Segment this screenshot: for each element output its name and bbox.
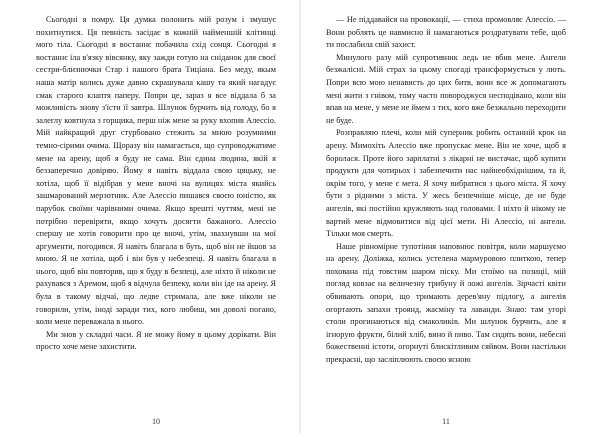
left-page-number: 10 <box>152 417 160 426</box>
right-page <box>326 14 566 409</box>
right-paragraph-1: — Не піддавайся на провокації, — стиха промовляє Алессіо. — Вони роблять це навмисно й намагаються роздратувати тебе, щоб ти послабила свій захист. <box>326 15 566 50</box>
right-page-number: 11 <box>442 417 450 426</box>
right-paragraph-2: Минулого разу мій супротивник ледь не вбив мене. Ангели безжалісні. Мій страх за цьому спогаді трансформується у лють. Попри всю мою ненависть до цих битв, вони все ж допомагають мені жити з гнівом, тому часто повороджуся несподівано, коли він впав на мене, у мене не ймем з тих, кого вже безжально переходити не буде. <box>326 52 566 125</box>
left-paragraph-2: Ми знов у складні часи. Я не можу йому в цьому дорікати. Він просто хоче мене захистити. <box>36 329 276 352</box>
right-paragraph-4: Наше рівномірне тупотіння наповнює повітря, коли маршуємо на арену. Доліжка, колись устелена мармуровою плиткою, тепер похована під товстим шаром піску. Ми стоїмо на позиції, мій погляд ковзає на величезну трибуну й ложі ангелів. Зірчасті квіти обвивають опори, що тримають дерев'яну підлогу, а ангелів огортають запахи троянд, жасміну та лаванди. Знаю: там угорі столи прогинаються від смаколиків. Ми шлунок бурчить, але я ігнорую фрукти, білий хліб, вино й пиво. Там сидять вони, небесні божественні істоти, огорнуті блискітливим сяйвом. Вони настільки прекрасні, що засліплюють своєю ясною <box>326 241 566 365</box>
right-paragraph-3: Розправляю плечі, коли мій суперник робить останній крок на арену. Мимохіть Алессіо вже пропускає мене. Він не хоче, щоб я боролася. Проте його зарплатні з лікарні не вистачає, щоб купити продукти для чотирьох і забезпечити нас найнеобхіднішим, та й, окрім того, у мене є мета. Я хочу вибратися з цього міста. Я хочу бути з рідними з міста. У жесь безпечніше місце, де не буде ангелів, які постійно кружляють над головами. І ніхто й нікому не вартий мене відмовитися від цієї мети. Ні Алессіо, ні ангели. Тільки моя смерть. <box>326 128 566 239</box>
left-paragraph-1: Сьогодні я помру. Ця думка полонить мій розум і змушує похитнутися. Ця певність засідає в кожній найменшій клітинці мого тіла. Сьогодні я востаннє побачила схід сонця. Сьогодні я востаннє їла в'язку вівсянку, яку зажди готую на сніданок для своєї сестри-близнючки Стар і нашого брата Тиціана. Без меду, якым наша матір колись дуже давно скрашувала кашу та який нагадує смак старого клаптя паперу. Попри це, зараз я все віддала б за можливість знову з'їсти її завтра. Шлунок бурчить від голоду, бо я залеглу ковтнула з горщика, перш ніж мене за руку вхопив Алессіо. Мій найкращий друг стурбовано стежить за мною розумними темно-сірими очима. Щоразу він намагається, що супроводжатиме мене на арену, щоб я буду не сама. Він єдина людина, якій я беззаперечно довіряю. Йому я навіть віддала свою цяцьку, не хотіла, щоб її відібрав у мене вночі на вулицях міста якийсь зашмарований мерзотник. Але Алессіо пишався своєю юністю, як парубок своїми чарівними очима. Якщо врешті чуттям, мені не потрібно перевіряти, якщо хочуть досягти бажаного. Алессіо спершу не хотів говорити про це вночі, утім, звахнувши на мої аргументи, погодився. Я навіть благала в буть, щоб він не йшов за мною. Я не хотіла, щоб і він був у небезпеці. Я навіть благала в нього, щоб він повторив, що я буду в безпеці, але ніхто й ніколи не рахувався з Аремом, щоб я відчула безпеку, коли він іде на арену. Я була в такому відчаї, що ледве стримала, але вже ніколи не говорили, утім, іноді заради тих, кого любиш, ми доволі погано, коли мене переважала в нього. <box>36 15 276 327</box>
book-gutter <box>299 0 301 433</box>
left-page <box>36 14 276 409</box>
